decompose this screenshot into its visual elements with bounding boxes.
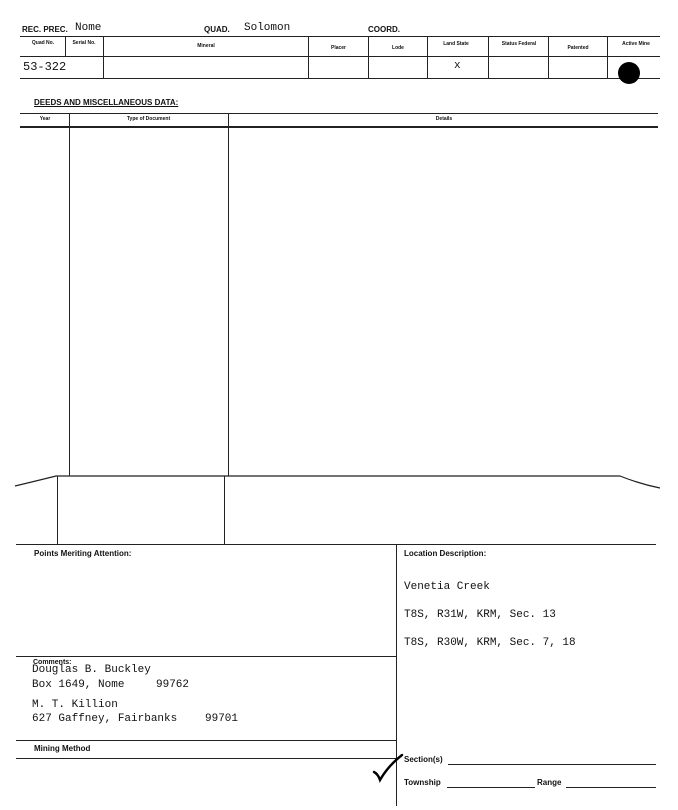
col-header-lode: Lode [392, 45, 404, 51]
col-divider-federal [488, 36, 489, 78]
quad-value: Solomon [244, 22, 291, 34]
township-label: Township [404, 778, 441, 787]
section-fill-line [448, 764, 656, 765]
col-header-patented: Patented [567, 45, 589, 51]
active-mine-dot [618, 62, 640, 84]
col-header-status-federal: Status Federal [501, 41, 537, 47]
section-label: Section(s) [404, 755, 443, 764]
location-label: Location Description: [404, 549, 487, 558]
deeds-col-type: Type of Document [126, 116, 171, 122]
rec-prec-value: Nome [75, 22, 102, 34]
col-header-mineral: Mineral [197, 43, 215, 49]
comments-rule [16, 656, 396, 657]
record-number: 53-322 [23, 60, 67, 74]
deeds-divider-type [228, 113, 229, 476]
range-fill-line [566, 787, 656, 788]
col-divider-placer [308, 36, 309, 78]
points-label: Points Meriting Attention: [34, 549, 132, 558]
page-seam [0, 466, 678, 496]
comments-zip-1: 99762 [156, 679, 190, 691]
location-line-3: T8S, R30W, KRM, Sec. 7, 18 [404, 637, 576, 649]
land-state-mark: x [454, 60, 461, 72]
deeds-top-rule [20, 113, 658, 114]
comments-address-1: Box 1649, Nome [32, 679, 125, 691]
deeds-divider-year [69, 113, 70, 476]
mining-method-label: Mining Method [34, 744, 91, 753]
mining-method-bottom-rule [16, 758, 396, 759]
col-divider-land [427, 36, 428, 78]
deeds-col-year: Year [39, 116, 51, 122]
check-mark [370, 752, 406, 784]
comments-label: Comments: [33, 659, 72, 666]
header-rule [20, 36, 660, 37]
township-fill-line [447, 787, 535, 788]
quad-label: QUAD. [204, 25, 230, 34]
coord-label: COORD. [368, 25, 400, 34]
col-divider-active [607, 36, 608, 78]
deeds-col-details: Details [435, 116, 453, 122]
range-label: Range [537, 778, 562, 787]
deeds-header-rule [20, 126, 658, 128]
location-line-1: Venetia Creek [404, 581, 490, 593]
deeds-title: DEEDS AND MISCELLANEOUS DATA: [34, 98, 179, 107]
comments-name-2: M. T. Killion [32, 699, 118, 711]
col-header-active-mine: Active Mine [622, 41, 650, 47]
rec-prec-label: REC. PREC. [22, 25, 68, 34]
col-divider-patented [548, 36, 549, 78]
comments-address-2: 627 Gaffney, Fairbanks [32, 713, 178, 725]
col-divider-serial [65, 36, 66, 56]
top-table-bottom-rule [20, 78, 660, 79]
col-header-serial-no: Serial No. [72, 40, 96, 46]
comments-zip-2: 99701 [205, 713, 239, 725]
column-header-rule [20, 56, 660, 57]
col-header-land-state: Land State [443, 41, 469, 47]
col-header-placer: Placer [330, 45, 346, 51]
lower-section-rule [16, 544, 656, 545]
col-header-quad-no: Quad No. [31, 40, 55, 46]
mining-method-top-rule [16, 740, 396, 741]
location-line-2: T8S, R31W, KRM, Sec. 13 [404, 609, 556, 621]
col-divider-mineral [103, 36, 104, 78]
col-divider-lode [368, 36, 369, 78]
comments-name-1: Douglas B. Buckley [32, 664, 151, 676]
